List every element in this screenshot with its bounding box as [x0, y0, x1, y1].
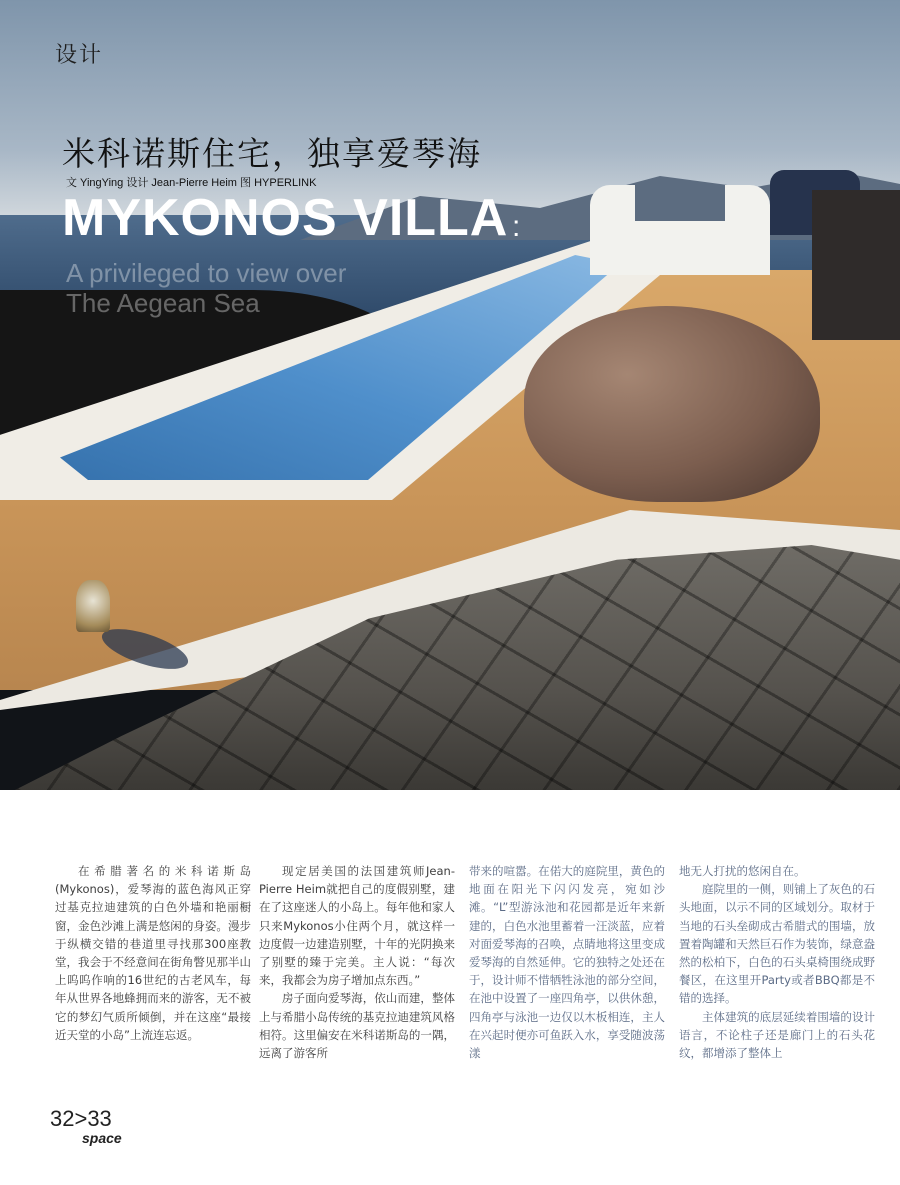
title-colon: :	[512, 210, 521, 243]
paragraph: 现定居美国的法国建筑师Jean-Pierre Heim就把自己的度假别墅，建在了这座迷人的小岛上。每年他和家人只来Mykonos小住两个月，就这样一边度假一边建造别墅，十年的光阴换来了别墅的臻于完美。主人说：“每次来，我都会为房子增加点东西。”	[259, 864, 455, 988]
body-column-4	[679, 862, 875, 1094]
paragraph: 庭院里的一侧，则铺上了灰色的石头地面，以示不同的区域划分。取材于当地的石头垒砌成古希腊式的围墙，放置着陶罐和天然巨石作为装饰，绿意盎然的松柏下，白色的石头桌椅围绕成野餐区，在这里开Party或者BBQ都是不错的选择。	[679, 882, 875, 1006]
section-label: 设计	[55, 43, 104, 68]
boulder	[524, 306, 820, 502]
page-number: 32>33	[50, 1106, 112, 1131]
article-subtitle	[66, 258, 346, 318]
paragraph: 主体建筑的底层延续着围墙的设计语言，不论柱子还是廊门上的石头花纹，都增添了整体上	[679, 1009, 875, 1061]
subtitle-line: The Aegean Sea	[66, 288, 260, 318]
article-title-en: MYKONOS VILLA	[62, 189, 509, 247]
body-column-2	[259, 862, 455, 1094]
paragraph: 房子面向爱琴海，依山而建，整体上与希腊小岛传统的基克拉迪建筑风格相符。这里偏安在米科诺斯岛的一隅，远离了游客所	[259, 991, 455, 1061]
article-credits: 文 YingYing 设计 Jean-Pierre Heim 图 HYPERLINK	[66, 177, 317, 189]
paragraph: 地无人打扰的悠闲自在。	[679, 864, 806, 878]
article-title-zh: 米科诺斯住宅，独享爱琴海	[62, 134, 482, 173]
body-column-1	[55, 862, 251, 1094]
paragraph: 在希腊著名的米科诺斯岛(Mykonos)，爱琴海的蓝色海风正穿过基克拉迪建筑的白色外墙和艳丽橱窗，金色沙滩上满是悠闲的身姿。漫步于纵横交错的巷道里寻找那300座教堂，我会于不经意间在街角瞥见那半山上呜呜作响的16世纪的古老风车，每年从世界各地蜂拥而来的游客，无不被它的梦幻气质所倾倒，并在这座“最接近天堂的小岛”上流连忘返。	[55, 864, 251, 1042]
subtitle-line: A privileged to view over	[66, 258, 347, 288]
magazine-logo: space	[82, 1130, 122, 1146]
body-column-3	[469, 862, 665, 1094]
lamp-icon	[76, 580, 110, 632]
stone-pillar	[812, 190, 900, 340]
paragraph: 带来的喧嚣。在偌大的庭院里，黄色的地面在阳光下闪闪发亮，宛如沙滩。“L”型游泳池和花园都是近年来新建的，白色水池里蓄着一汪淡蓝，应着对面爱琴海的召唤，点睛地将这里变成爱琴海的自然延伸。它的独特之处还在于，设计师不惜牺牲泳池的部分空间，在池中设置了一座四角亭，以供休憩，四角亭与泳池一边仅以木板相连，主人在兴起时便亦可鱼跃入水，享受随波荡漾	[469, 864, 665, 1061]
